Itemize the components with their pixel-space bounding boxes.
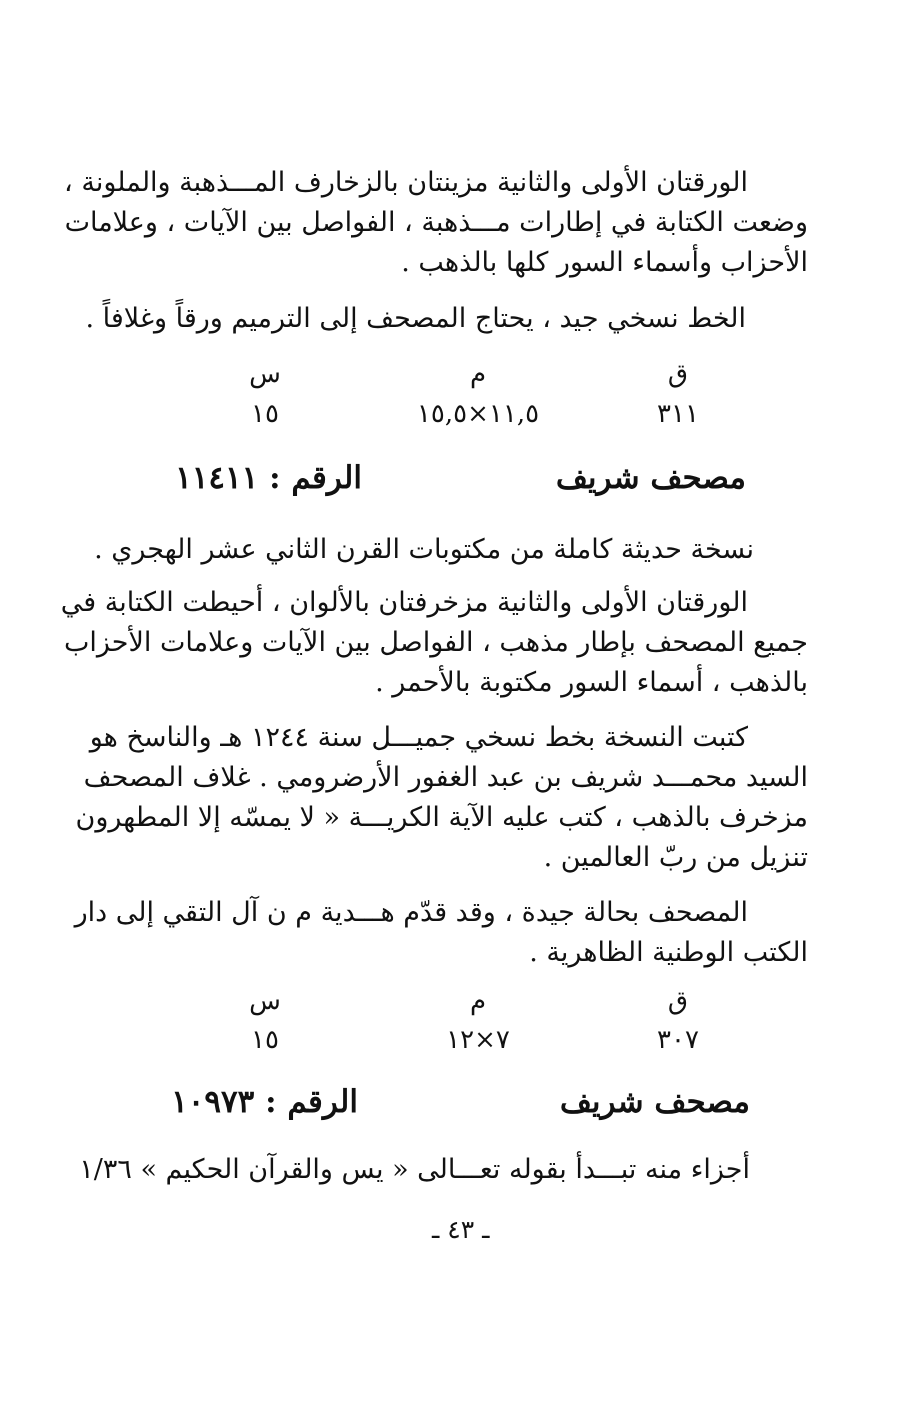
- entry-intro: نسخة حديثة كاملة من مكتوبات القرن الثاني عشر الهجري .: [94, 534, 754, 565]
- body-line: تنزيل من ربّ العالمين .: [543, 842, 808, 873]
- condition-note: الخط نسخي جيد ، يحتاج المصحف إلى الترميم ورقاً وغلافاً .: [85, 303, 746, 334]
- table-value-size: ٧×١٢: [446, 1025, 510, 1055]
- entry-title: مصحف شريف: [555, 460, 746, 496]
- body-line: كتبت النسخة بخط نسخي جميـــل سنة ١٢٤٤ هـ والناسخ هو: [89, 722, 748, 753]
- body-line: وضعت الكتابة في إطارات مـــذهبة ، الفواصل بين الآيات ، وعلامات: [64, 207, 808, 238]
- body-line: الورقتان الأولى والثانية مزخرفتان بالألوان ، أحيطت الكتابة في: [60, 587, 748, 618]
- entry-title: مصحف شريف: [559, 1084, 750, 1120]
- body-line: السيد محمـــد شريف بن عبد الغفور الأرضرومي . غلاف المصحف: [83, 762, 808, 793]
- table-header-leaves: ق: [667, 359, 689, 389]
- body-line: بالذهب ، أسماء السور مكتوبة بالأحمر .: [375, 667, 808, 698]
- entry-number: الرقم : ١١٤١١: [175, 460, 362, 496]
- page-number: ـ ٤٣ ـ: [432, 1215, 490, 1244]
- entry-number: الرقم : ١٠٩٧٣: [171, 1084, 358, 1120]
- body-line: أجزاء منه تبـــدأ بقوله تعـــالى « يس والقرآن الحكيم » ١/٣٦: [79, 1154, 750, 1185]
- table-header-size: م: [469, 359, 487, 389]
- table-value-leaves: ٣٠٧: [657, 1025, 699, 1055]
- table-value-size: ١١,٥×١٥,٥: [416, 399, 540, 429]
- table-value-lines: ١٥: [251, 399, 279, 429]
- table-header-lines: س: [249, 986, 281, 1016]
- table-header-size: م: [469, 986, 487, 1016]
- table-value-leaves: ٣١١: [657, 399, 699, 429]
- body-line: الورقتان الأولى والثانية مزينتان بالزخارف المـــذهبة والملونة ،: [64, 167, 748, 198]
- table-header-lines: س: [249, 359, 281, 389]
- body-line: المصحف بحالة جيدة ، وقد قدّم هـــدية م ن آل التقي إلى دار: [74, 897, 748, 928]
- body-line: الكتب الوطنية الظاهرية .: [529, 937, 808, 968]
- body-line: مزخرف بالذهب ، كتب عليه الآية الكريـــة « لا يمسّه إلا المطهرون: [75, 802, 808, 833]
- table-value-lines: ١٥: [251, 1025, 279, 1055]
- body-line: الأحزاب وأسماء السور كلها بالذهب .: [401, 247, 808, 278]
- table-header-leaves: ق: [667, 986, 689, 1016]
- body-line: جميع المصحف بإطار مذهب ، الفواصل بين الآيات وعلامات الأحزاب: [63, 627, 808, 658]
